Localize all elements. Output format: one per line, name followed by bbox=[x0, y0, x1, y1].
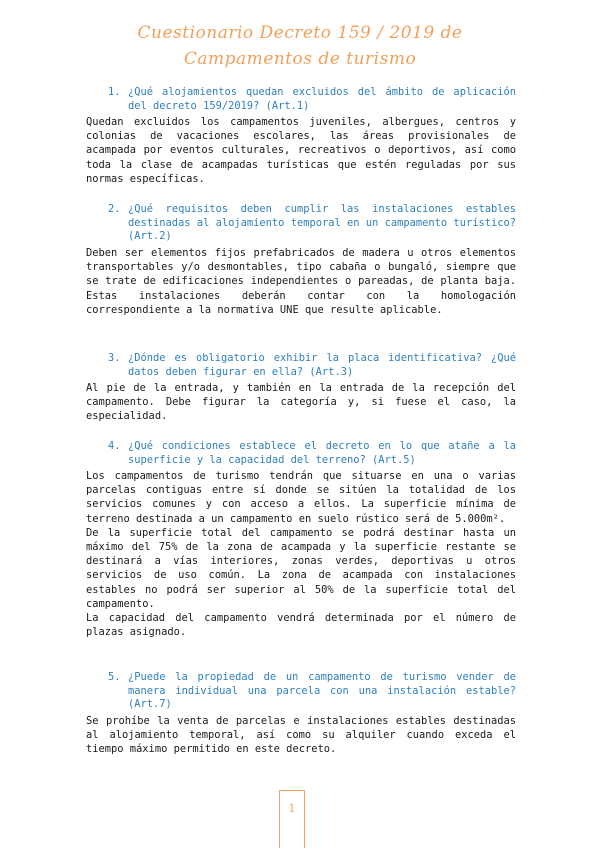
question-3 bbox=[108, 352, 516, 379]
answer-paragraph: Quedan excluidos los campamentos juveniles, albergues, centros y colonias de vacaciones escolares, las áreas provisionales de acampada por eventos culturales, recreativos o deportivos, así como toda la clase de acampadas turísticas que estén reguladas por sus normas específicas. bbox=[86, 116, 516, 185]
question-text: ¿Qué requisitos deben cumplir las instalaciones estables destinadas al alojamiento temporal en un campamento turístico? (Art.2) bbox=[128, 203, 516, 243]
page-number-frame bbox=[279, 790, 305, 848]
page-title-line-1: Cuestionario Decreto 159 / 2019 de bbox=[137, 23, 463, 43]
question-number: 2. bbox=[108, 203, 121, 215]
question-number: 4. bbox=[108, 440, 121, 452]
answer-paragraph: La capacidad del campamento vendrá determinada por el número de plazas asignado. bbox=[86, 612, 516, 639]
page-number: 1 bbox=[288, 802, 296, 815]
page-title-line-2: Campamentos de turismo bbox=[183, 49, 417, 69]
question-text: ¿Puede la propiedad de un campamento de turismo vender de manera individual una parcela con una instalación estable? (Art.7) bbox=[128, 671, 516, 711]
answer-3 bbox=[86, 381, 516, 424]
question-4 bbox=[108, 440, 516, 467]
question-number: 1. bbox=[108, 86, 121, 98]
answer-4 bbox=[86, 469, 516, 639]
question-text: ¿Qué condiciones establece el decreto en lo que atañe a la superficie y la capacidad del terreno? (Art.5) bbox=[128, 440, 516, 466]
question-5 bbox=[108, 671, 516, 712]
answer-paragraph: Se prohíbe la venta de parcelas e instalaciones estables destinadas al alojamiento temporal, así como su alquiler cuando exceda el tiempo máximo permitido en este decreto. bbox=[86, 715, 516, 756]
answer-1 bbox=[86, 115, 516, 186]
answer-2 bbox=[86, 246, 516, 317]
question-number: 3. bbox=[108, 352, 121, 364]
question-number: 5. bbox=[108, 671, 121, 683]
answer-paragraph: Deben ser elementos fijos prefabricados de madera u otros elementos transportables y/o desmontables, tipo cabaña o bungaló, siempre que se trate de edificaciones independientes o pareadas, de planta baja. Estas instalaciones deberán contar con la homologación correspondiente a la normativa UNE que resulte aplicable. bbox=[86, 247, 516, 316]
question-1 bbox=[108, 86, 516, 113]
answer-paragraph: Los campamentos de turismo tendrán que situarse en una o varias parcelas contiguas entre sí donde se sitúen la totalidad de los servicios comunes y con acceso a ellos. La superficie mínima de terreno destinada a un campamento en suelo rústico será de 5.000m². bbox=[86, 470, 516, 525]
question-text: ¿Qué alojamientos quedan excluidos del ámbito de aplicación del decreto 159/2019? (Art.1) bbox=[128, 86, 516, 112]
answer-paragraph: Al pie de la entrada, y también en la entrada de la recepción del campamento. Debe figurar la categoría y, si fuese el caso, la especialidad. bbox=[86, 382, 516, 423]
question-2 bbox=[108, 203, 516, 244]
answer-paragraph: De la superficie total del campamento se podrá destinar hasta un máximo del 75% de la zona de acampada y la superficie restante se destinará a vías interiores, zonas verdes, deportivas u otros servicios de uso común. La zona de acampada con instalaciones estables no podrá ser superior al 50% de la superficie total del campamento. bbox=[86, 526, 516, 610]
question-text: ¿Dónde es obligatorio exhibir la placa identificativa? ¿Qué datos deben figurar en ella? (Art.3) bbox=[128, 352, 516, 378]
answer-5 bbox=[86, 714, 516, 757]
